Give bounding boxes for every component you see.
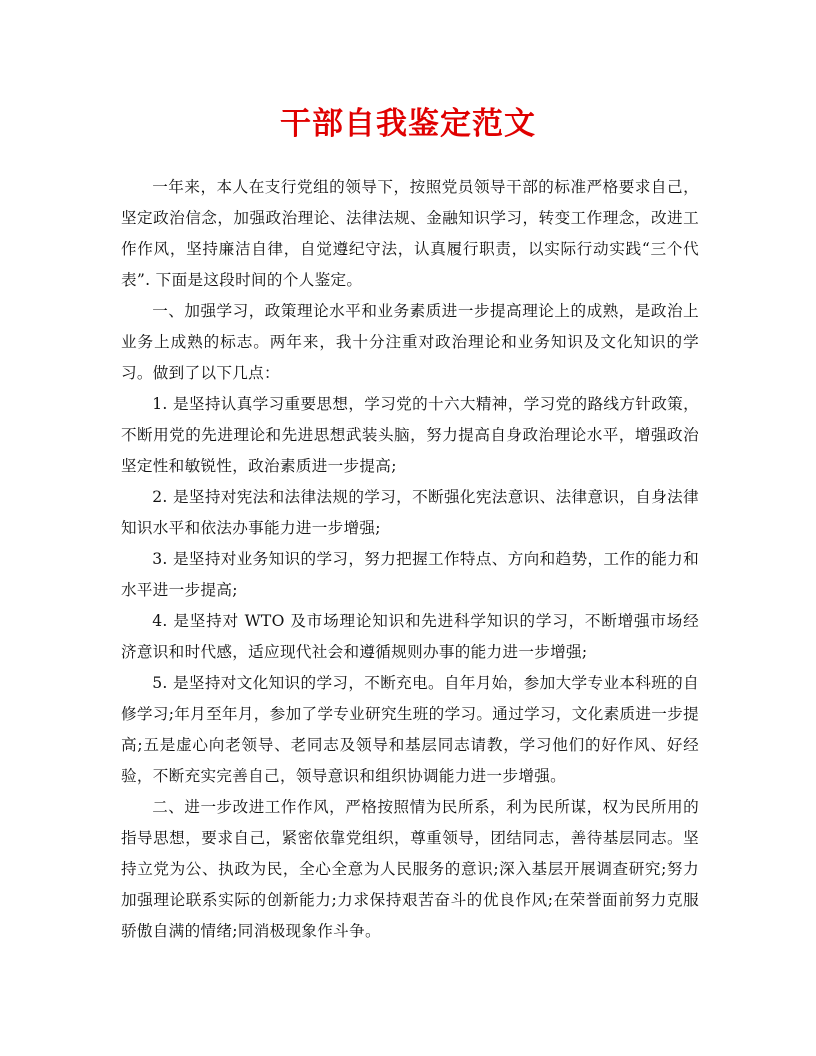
paragraph-point-1: 1. 是坚持认真学习重要思想，学习党的十六大精神，学习党的路线方针政策，不断用党的先进理论和先进思想武装头脑，努力提高自身政治理论水平，增强政治坚定性和敏锐性，政治素质进一步提高; xyxy=(121,395,699,475)
paragraph-point-3: 3. 是坚持对业务知识的学习，努力把握工作特点、方向和趋势，工作的能力和水平进一步提高; xyxy=(121,550,699,599)
paragraph-section-1: 一、加强学习，政策理论水平和业务素质进一步提高理论上的成熟，是政治上业务上成熟的标志。两年来，我十分注重对政治理论和业务知识及文化知识的学习。做到了以下几点： xyxy=(121,302,699,382)
paragraph-point-4: 4. 是坚持对 WTO 及市场理论知识和先进科学知识的学习，不断增强市场经济意识和时代感，适应现代社会和遵循规则办事的能力进一步增强; xyxy=(121,612,699,661)
paragraph-point-2: 2. 是坚持对宪法和法律法规的学习，不断强化宪法意识、法律意识，自身法律知识水平和依法办事能力进一步增强; xyxy=(121,488,699,537)
paragraph-section-2: 二、进一步改进工作作风，严格按照情为民所系，利为民所谋，权为民所用的指导思想，要求自己，紧密依靠党组织，尊重领导，团结同志，善待基层同志。坚持立党为公、执政为民，全心全意为人民服务的意识;深入基层开展调查研究;努力加强理论联系实际的创新能力;力求保持艰苦奋斗的优良作风;在荣誉面前努力克服骄傲自满的情绪;同消极现象作斗争。 xyxy=(121,798,699,940)
document-title: 干部自我鉴定范文 xyxy=(280,106,536,142)
paragraph-point-5: 5. 是坚持对文化知识的学习，不断充电。自年月始，参加大学专业本科班的自修学习;年月至年月，参加了学专业研究生班的学习。通过学习，文化素质进一步提高;五是虚心向老领导、老同志及领导和基层同志请教，学习他们的好作风、好经验，不断充实完善自己，领导意识和组织协调能力进一步增强。 xyxy=(121,674,699,785)
paragraph-intro: 一年来，本人在支行党组的领导下，按照党员领导干部的标准严格要求自己，坚定政治信念，加强政治理论、法律法规、金融知识学习，转变工作理念，改进工作作风，坚持廉洁自律，自觉遵纪守法，认真履行职责，以实际行动实践“三个代表”. 下面是这段时间的个人鉴定。 xyxy=(121,178,699,289)
document-body xyxy=(121,172,699,947)
